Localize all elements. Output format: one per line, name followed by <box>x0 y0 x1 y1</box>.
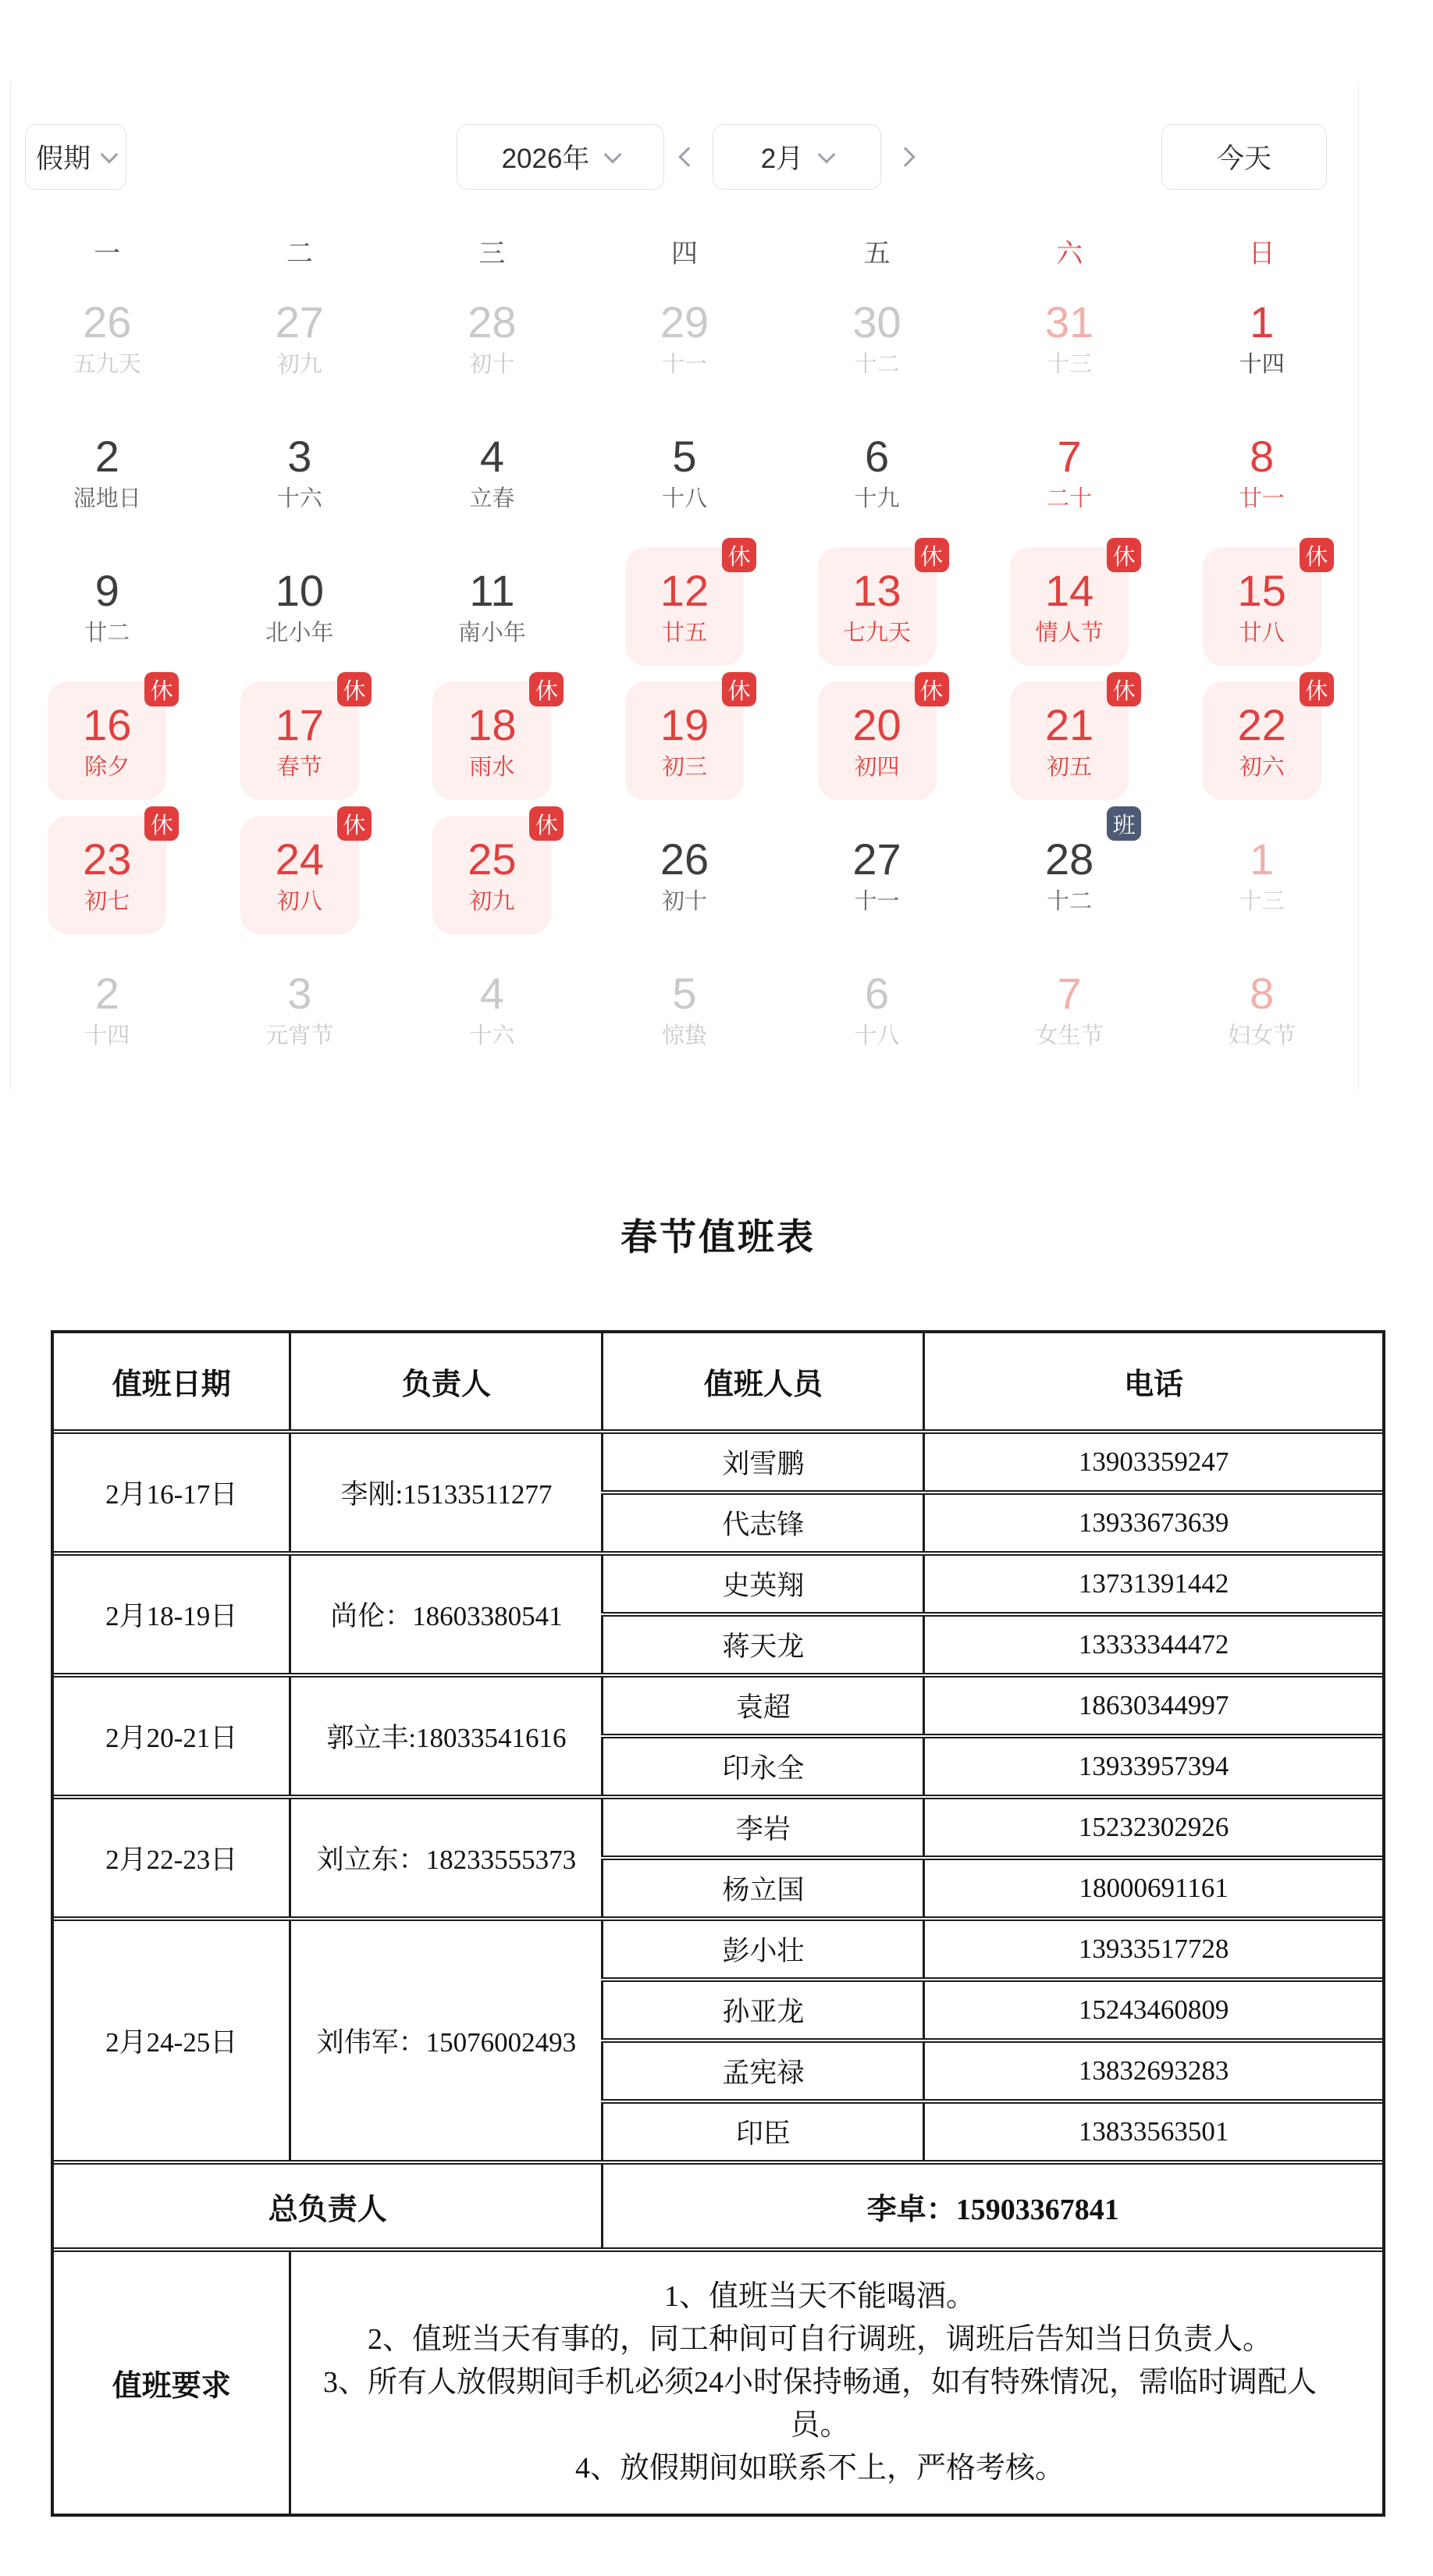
calendar-toolbar <box>11 124 1358 190</box>
work-day-badge: 班 <box>1107 806 1141 841</box>
next-month-button[interactable] <box>898 150 912 164</box>
day-number: 9 <box>94 565 119 615</box>
day-lunar-label: 十二 <box>854 351 900 377</box>
day-number: 6 <box>864 968 890 1018</box>
chief-row <box>54 2162 1382 2250</box>
duty-person-cell: 印臣 <box>603 2101 924 2162</box>
calendar-day-tile <box>1010 279 1129 397</box>
day-number: 8 <box>1250 968 1275 1018</box>
calendar-day[interactable] <box>973 405 1166 539</box>
phone-cell: 13731391442 <box>924 1553 1382 1614</box>
day-number: 13 <box>852 565 901 615</box>
duty-date-cell: 2月18-19日 <box>54 1553 290 1675</box>
calendar-day[interactable] <box>781 942 973 1076</box>
year-dropdown-label: 2026年 <box>501 144 590 174</box>
rest-day-badge: 休 <box>529 672 564 706</box>
calendar-day[interactable] <box>11 808 204 942</box>
calendar-day[interactable] <box>204 271 396 405</box>
weekday-label: 二 <box>286 238 313 269</box>
calendar-day-tile <box>240 678 366 800</box>
requirements-label-cell: 值班要求 <box>54 2250 290 2514</box>
day-number: 26 <box>83 297 132 347</box>
day-number: 29 <box>660 297 709 347</box>
day-number: 30 <box>852 297 901 347</box>
holiday-filter-label: 假期 <box>35 144 91 174</box>
day-lunar-label: 湿地日 <box>73 486 141 511</box>
month-dropdown-label: 2月 <box>760 144 804 174</box>
day-lunar-label: 春节 <box>276 754 322 780</box>
day-number: 18 <box>468 699 517 749</box>
calendar-day[interactable] <box>588 942 781 1076</box>
day-lunar-label: 妇女节 <box>1228 1023 1296 1048</box>
calendar-day-tile <box>625 678 751 800</box>
day-lunar-label: 初六 <box>1239 754 1285 780</box>
day-lunar-label: 廿八 <box>1239 620 1285 646</box>
calendar-day-tile <box>1203 279 1321 397</box>
leader-cell: 郭立丰:18033541616 <box>290 1675 603 1797</box>
day-lunar-label: 初九 <box>469 888 515 914</box>
calendar-day[interactable] <box>396 539 588 674</box>
day-number: 14 <box>1044 565 1094 615</box>
duty-person-cell: 孟宪禄 <box>603 2041 924 2101</box>
rest-day-badge: 休 <box>915 672 949 706</box>
year-dropdown[interactable] <box>457 124 664 190</box>
rest-day-badge: 休 <box>144 672 179 706</box>
duty-date-cell: 2月20-21日 <box>54 1675 290 1797</box>
calendar-day[interactable] <box>396 405 588 539</box>
rest-day-badge: 休 <box>529 806 564 841</box>
day-number: 26 <box>660 834 709 884</box>
calendar-day[interactable] <box>781 271 973 405</box>
day-lunar-label: 北小年 <box>265 620 334 646</box>
phone-cell: 13933957394 <box>924 1736 1382 1797</box>
chevron-right-icon <box>895 147 915 166</box>
calendar-day[interactable] <box>588 539 781 674</box>
calendar-day-tile <box>1010 678 1136 800</box>
day-lunar-label: 十三 <box>1239 888 1285 914</box>
day-lunar-label: 立春 <box>469 486 515 511</box>
duty-person-cell: 孙亚龙 <box>603 1980 924 2041</box>
day-lunar-label: 五九天 <box>73 351 141 377</box>
day-number: 21 <box>1044 699 1094 749</box>
rest-day-badge: 休 <box>722 672 756 706</box>
requirements-text <box>291 2265 1346 2501</box>
duty-requirement-line: 3、所有人放假期间手机必须24小时保持畅通，如有特殊情况，需临时调配人员。 <box>322 2366 1317 2442</box>
duty-person-cell: 代志锋 <box>603 1493 924 1553</box>
day-number: 4 <box>479 431 504 481</box>
day-lunar-label: 七九天 <box>843 620 912 646</box>
calendar-day-tile <box>240 813 366 934</box>
day-number: 12 <box>660 565 709 615</box>
phone-cell: 15243460809 <box>924 1980 1382 2041</box>
calendar-day-tile <box>625 950 744 1069</box>
rest-day-badge: 休 <box>337 672 372 706</box>
chevron-down-icon <box>604 146 622 164</box>
day-number: 11 <box>469 565 515 615</box>
duty-person-cell: 李岩 <box>603 1797 924 1858</box>
day-number: 3 <box>287 431 312 481</box>
day-lunar-label: 初七 <box>84 888 130 914</box>
calendar-day-tile <box>432 413 551 532</box>
day-lunar-label: 初四 <box>854 754 900 780</box>
calendar-day-tile <box>818 816 937 934</box>
day-number: 20 <box>852 699 901 749</box>
day-lunar-label: 元宵节 <box>265 1023 334 1048</box>
duty-person-cell: 杨立国 <box>603 1858 924 1919</box>
day-number: 28 <box>468 297 517 347</box>
calendar-day-tile <box>432 678 558 800</box>
leader-cell: 刘立东：18233555373 <box>290 1797 603 1919</box>
day-number: 25 <box>468 834 517 884</box>
calendar-day[interactable] <box>396 808 588 942</box>
duty-table-header-row <box>54 1333 1382 1432</box>
requirements-row <box>54 2250 1382 2514</box>
calendar-day[interactable] <box>204 539 396 674</box>
date-selector-group <box>457 124 912 190</box>
phone-cell: 13903359247 <box>924 1432 1382 1493</box>
day-number: 23 <box>83 834 132 884</box>
day-number: 27 <box>275 297 324 347</box>
weekday-header-row <box>11 230 1358 271</box>
calendar-day[interactable] <box>11 271 204 405</box>
calendar-day[interactable] <box>1165 808 1358 942</box>
today-button[interactable] <box>1161 124 1327 190</box>
header-duty-person: 值班人员 <box>603 1333 924 1432</box>
calendar-day-tile <box>432 279 551 397</box>
day-lunar-label: 廿五 <box>661 620 707 646</box>
calendar-day[interactable] <box>11 405 204 539</box>
calendar-day-tile <box>48 813 173 934</box>
calendar-day-tile <box>625 413 744 532</box>
day-number: 5 <box>672 431 697 481</box>
duty-table-row <box>54 1432 1382 1493</box>
day-number: 17 <box>275 699 324 749</box>
chevron-down-icon <box>101 146 119 164</box>
duty-table-row <box>54 1553 1382 1614</box>
day-number: 2 <box>94 431 119 481</box>
day-number: 1 <box>1250 297 1275 347</box>
holiday-filter-dropdown[interactable] <box>25 124 126 190</box>
day-number: 19 <box>660 699 709 749</box>
day-number: 2 <box>94 968 119 1018</box>
day-number: 4 <box>479 968 504 1018</box>
calendar-day-tile <box>1203 413 1321 532</box>
calendar-day-tile <box>1010 544 1136 666</box>
duty-person-cell: 印永全 <box>603 1736 924 1797</box>
chief-value-cell: 李卓：15903367841 <box>603 2162 1382 2250</box>
day-lunar-label: 十二 <box>1047 888 1093 914</box>
calendar-day[interactable] <box>204 674 396 808</box>
calendar-day[interactable] <box>781 808 973 942</box>
rest-day-badge: 休 <box>1107 538 1141 572</box>
calendar-day[interactable] <box>973 674 1166 808</box>
phone-cell: 13933517728 <box>924 1919 1382 1980</box>
day-lunar-label: 廿二 <box>84 620 130 646</box>
day-lunar-label: 除夕 <box>84 754 130 780</box>
day-lunar-label: 女生节 <box>1035 1023 1104 1048</box>
chief-label-cell: 总负责人 <box>54 2162 603 2250</box>
prev-month-button[interactable] <box>681 150 695 164</box>
calendar-day-tile <box>48 950 166 1069</box>
rest-day-badge: 休 <box>1107 672 1141 706</box>
calendar-day[interactable] <box>1165 271 1358 405</box>
calendar-day[interactable] <box>11 674 204 808</box>
calendar-day[interactable] <box>1165 405 1358 539</box>
calendar-day-tile <box>1010 813 1136 934</box>
duty-requirement-line: 1、值班当天不能喝酒。 <box>663 2280 976 2313</box>
day-number: 1 <box>1250 834 1275 884</box>
calendar-day[interactable] <box>781 405 973 539</box>
day-number: 27 <box>852 834 901 884</box>
day-number: 3 <box>287 968 312 1018</box>
calendar-day-tile <box>48 547 166 666</box>
day-number: 6 <box>864 431 890 481</box>
calendar-day[interactable] <box>396 942 588 1076</box>
day-lunar-label: 十四 <box>84 1023 130 1048</box>
calendar-day[interactable] <box>1165 539 1358 674</box>
calendar-day[interactable] <box>204 942 396 1076</box>
calendar-day-tile <box>625 279 744 397</box>
rest-day-badge: 休 <box>1300 672 1334 706</box>
duty-table-row <box>54 1919 1382 1980</box>
calendar-day-tile <box>432 813 558 934</box>
day-number: 5 <box>672 968 697 1018</box>
calendar-day-tile <box>1203 544 1328 666</box>
calendar-day-tile <box>1010 413 1129 532</box>
calendar-day[interactable] <box>396 271 588 405</box>
duty-person-cell: 袁超 <box>603 1675 924 1736</box>
day-lunar-label: 二十 <box>1047 486 1093 511</box>
calendar-day-tile <box>240 950 359 1069</box>
calendar-day[interactable] <box>588 405 781 539</box>
day-lunar-label: 初八 <box>276 888 322 914</box>
calendar-day[interactable] <box>588 674 781 808</box>
duty-table-title: 春节值班表 <box>620 1218 816 1258</box>
calendar-day-tile <box>48 413 166 532</box>
rest-day-badge: 休 <box>722 538 756 572</box>
duty-requirement-line: 4、放假期间如联系不上，严格考核。 <box>574 2452 1065 2485</box>
calendar-day[interactable] <box>781 674 973 808</box>
today-button-label: 今天 <box>1216 144 1271 174</box>
day-number: 31 <box>1044 297 1094 347</box>
calendar-day-tile <box>1203 816 1321 934</box>
calendar-day[interactable] <box>973 271 1166 405</box>
calendar-day[interactable] <box>1165 674 1358 808</box>
phone-cell: 18000691161 <box>924 1858 1382 1919</box>
calendar-day[interactable] <box>588 271 781 405</box>
weekday-label: 日 <box>1248 238 1275 269</box>
day-number: 7 <box>1057 431 1082 481</box>
rest-day-badge: 休 <box>915 538 949 572</box>
duty-table <box>51 1330 1385 2517</box>
duty-person-cell: 彭小壮 <box>603 1919 924 1980</box>
chevron-down-icon <box>818 146 836 164</box>
calendar-day-tile <box>240 547 359 666</box>
day-number: 22 <box>1237 699 1286 749</box>
day-lunar-label: 十四 <box>1239 351 1285 377</box>
calendar-day[interactable] <box>204 808 396 942</box>
requirements-cell <box>290 2250 1382 2514</box>
calendar-day-tile <box>48 678 173 800</box>
chevron-left-icon <box>678 147 698 166</box>
day-lunar-label: 初十 <box>661 888 707 914</box>
leader-cell: 刘伟军：15076002493 <box>290 1919 603 2162</box>
day-lunar-label: 雨水 <box>469 754 515 780</box>
calendar-day-tile <box>818 413 937 532</box>
calendar-day-tile <box>818 544 944 666</box>
calendar-day-tile <box>432 547 551 666</box>
day-lunar-label: 初九 <box>276 351 322 377</box>
calendar-day[interactable] <box>204 405 396 539</box>
day-lunar-label: 十三 <box>1047 351 1093 377</box>
day-lunar-label: 初五 <box>1047 754 1093 780</box>
day-number: 10 <box>275 565 324 615</box>
calendar-day[interactable] <box>973 942 1166 1076</box>
calendar-day-tile <box>1010 950 1129 1069</box>
day-lunar-label: 十一 <box>854 888 900 914</box>
calendar-day-tile <box>625 816 744 934</box>
duty-requirement-line: 2、值班当天有事的，同工种间可自行调班，调班后告知当日负责人。 <box>367 2323 1272 2356</box>
weekday-label: 一 <box>94 238 121 269</box>
day-lunar-label: 十九 <box>854 486 900 511</box>
rest-day-badge: 休 <box>337 806 372 841</box>
day-lunar-label: 南小年 <box>457 620 526 646</box>
calendar-day-tile <box>240 413 359 532</box>
calendar-day-tile <box>818 678 944 800</box>
duty-date-cell: 2月24-25日 <box>54 1919 290 2162</box>
day-lunar-label: 惊蛰 <box>661 1023 707 1048</box>
day-lunar-label: 十一 <box>661 351 707 377</box>
day-lunar-label: 十八 <box>854 1023 900 1048</box>
duty-table-row <box>54 1797 1382 1858</box>
calendar-panel <box>10 82 1359 1091</box>
phone-cell: 13333344472 <box>924 1614 1382 1675</box>
calendar-day[interactable] <box>11 942 204 1076</box>
day-number: 7 <box>1057 968 1082 1018</box>
day-lunar-label: 十六 <box>469 1023 515 1048</box>
day-lunar-label: 十六 <box>276 486 322 511</box>
calendar-day[interactable] <box>781 539 973 674</box>
calendar-day-tile <box>818 279 937 397</box>
duty-person-cell: 史英翔 <box>603 1553 924 1614</box>
calendar-day[interactable] <box>973 539 1166 674</box>
duty-date-cell: 2月16-17日 <box>54 1432 290 1553</box>
duty-person-cell: 刘雪鹏 <box>603 1432 924 1493</box>
weekday-label: 六 <box>1056 238 1083 269</box>
calendar-day[interactable] <box>11 539 204 674</box>
phone-cell: 13833563501 <box>924 2101 1382 2162</box>
phone-cell: 18630344997 <box>924 1675 1382 1736</box>
calendar-day-tile <box>432 950 551 1069</box>
calendar-grid <box>11 271 1358 1076</box>
day-lunar-label: 十八 <box>661 486 707 511</box>
phone-cell: 15232302926 <box>924 1797 1382 1858</box>
weekday-label: 五 <box>863 238 891 269</box>
day-number: 24 <box>275 834 324 884</box>
header-phone: 电话 <box>924 1333 1382 1432</box>
duty-date-cell: 2月22-23日 <box>54 1797 290 1919</box>
calendar-day-tile <box>1203 950 1321 1069</box>
calendar-day-tile <box>1203 678 1328 800</box>
calendar-day[interactable] <box>396 674 588 808</box>
phone-cell: 13832693283 <box>924 2041 1382 2101</box>
day-number: 28 <box>1044 834 1094 884</box>
day-lunar-label: 初十 <box>469 351 515 377</box>
calendar-day-tile <box>48 279 166 397</box>
duty-table-row <box>54 1675 1382 1736</box>
header-duty-date: 值班日期 <box>112 1368 231 1401</box>
calendar-day[interactable] <box>588 808 781 942</box>
day-lunar-label: 廿一 <box>1239 486 1285 511</box>
month-dropdown[interactable] <box>713 124 881 190</box>
rest-day-badge: 休 <box>1300 538 1334 572</box>
rest-day-badge: 休 <box>144 806 179 841</box>
phone-cell: 13933673639 <box>924 1493 1382 1553</box>
day-lunar-label: 情人节 <box>1035 620 1104 646</box>
leader-cell: 李刚:15133511277 <box>290 1432 603 1553</box>
calendar-day[interactable] <box>1165 942 1358 1076</box>
weekday-label: 四 <box>670 238 698 269</box>
leader-cell: 尚伦：18603380541 <box>290 1553 603 1675</box>
calendar-day[interactable] <box>973 808 1166 942</box>
calendar-day-tile <box>240 279 359 397</box>
calendar-day-tile <box>818 950 937 1069</box>
day-lunar-label: 初三 <box>661 754 707 780</box>
day-number: 15 <box>1237 565 1286 615</box>
day-number: 8 <box>1250 431 1275 481</box>
day-number: 16 <box>83 699 132 749</box>
header-leader: 负责人 <box>290 1333 603 1432</box>
weekday-label: 三 <box>478 238 506 269</box>
calendar-day-tile <box>625 544 751 666</box>
duty-person-cell: 蒋天龙 <box>603 1614 924 1675</box>
